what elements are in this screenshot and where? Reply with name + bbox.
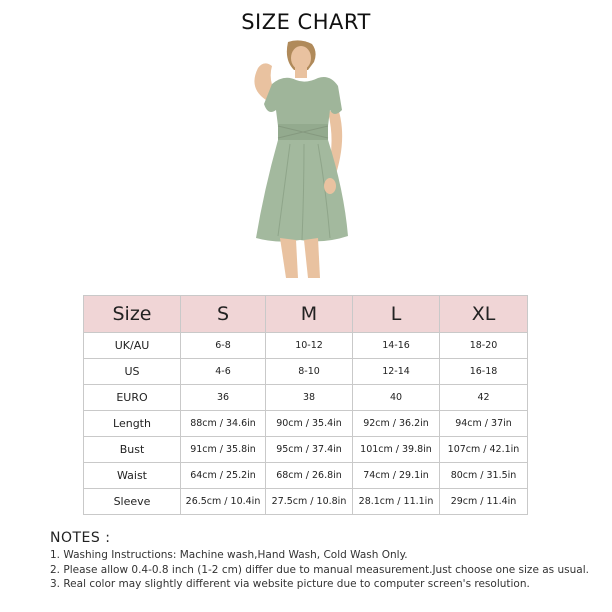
table-cell: 107cm / 42.1in xyxy=(440,437,528,463)
table-cell: 26.5cm / 10.4in xyxy=(181,489,266,515)
table-cell: 6-8 xyxy=(181,333,266,359)
note-line: 3. Real color may slightly different via website picture due to computer screen's resolution. xyxy=(50,578,530,590)
row-label: Sleeve xyxy=(84,489,181,515)
table-cell: 27.5cm / 10.8in xyxy=(266,489,353,515)
table-cell: 18-20 xyxy=(440,333,528,359)
table-row xyxy=(84,359,528,385)
header-l: L xyxy=(353,296,440,333)
table-cell: 28.1cm / 11.1in xyxy=(353,489,440,515)
table-cell: 90cm / 35.4in xyxy=(266,411,353,437)
table-cell: 101cm / 39.8in xyxy=(353,437,440,463)
header-m: M xyxy=(266,296,353,333)
row-label: Bust xyxy=(84,437,181,463)
row-label: Length xyxy=(84,411,181,437)
table-cell: 42 xyxy=(440,385,528,411)
table-header-row xyxy=(84,296,528,333)
table-cell: 12-14 xyxy=(353,359,440,385)
table-cell: 40 xyxy=(353,385,440,411)
size-chart-table xyxy=(83,295,528,515)
row-label: UK/AU xyxy=(84,333,181,359)
header-s: S xyxy=(181,296,266,333)
table-cell: 95cm / 37.4in xyxy=(266,437,353,463)
green-dress-model-photo xyxy=(238,40,358,278)
table-cell: 64cm / 25.2in xyxy=(181,463,266,489)
table-row xyxy=(84,385,528,411)
row-label: EURO xyxy=(84,385,181,411)
table-cell: 4-6 xyxy=(181,359,266,385)
notes-section xyxy=(50,530,610,592)
table-row xyxy=(84,489,528,515)
table-cell: 36 xyxy=(181,385,266,411)
table-cell: 91cm / 35.8in xyxy=(181,437,266,463)
table-cell: 29cm / 11.4in xyxy=(440,489,528,515)
row-label: US xyxy=(84,359,181,385)
table-cell: 10-12 xyxy=(266,333,353,359)
page-title: SIZE CHART xyxy=(241,10,371,34)
row-label: Waist xyxy=(84,463,181,489)
table-cell: 14-16 xyxy=(353,333,440,359)
note-line: 2. Please allow 0.4-0.8 inch (1-2 cm) differ due to manual measurement.Just choose one size as usual. xyxy=(50,563,589,576)
table-cell: 88cm / 34.6in xyxy=(181,411,266,437)
table-row xyxy=(84,333,528,359)
table-cell: 74cm / 29.1in xyxy=(353,463,440,489)
note-line: 1. Washing Instructions: Machine wash,Hand Wash, Cold Wash Only. xyxy=(50,549,408,561)
notes-title: NOTES : xyxy=(50,530,111,546)
table-cell: 68cm / 26.8in xyxy=(266,463,353,489)
table-row xyxy=(84,411,528,437)
table-cell: 92cm / 36.2in xyxy=(353,411,440,437)
header-size: Size xyxy=(84,296,181,333)
table-cell: 94cm / 37in xyxy=(440,411,528,437)
table-cell: 38 xyxy=(266,385,353,411)
table-cell: 16-18 xyxy=(440,359,528,385)
table-row xyxy=(84,437,528,463)
table-cell: 80cm / 31.5in xyxy=(440,463,528,489)
table-cell: 8-10 xyxy=(266,359,353,385)
header-xl: XL xyxy=(440,296,528,333)
table-row xyxy=(84,463,528,489)
